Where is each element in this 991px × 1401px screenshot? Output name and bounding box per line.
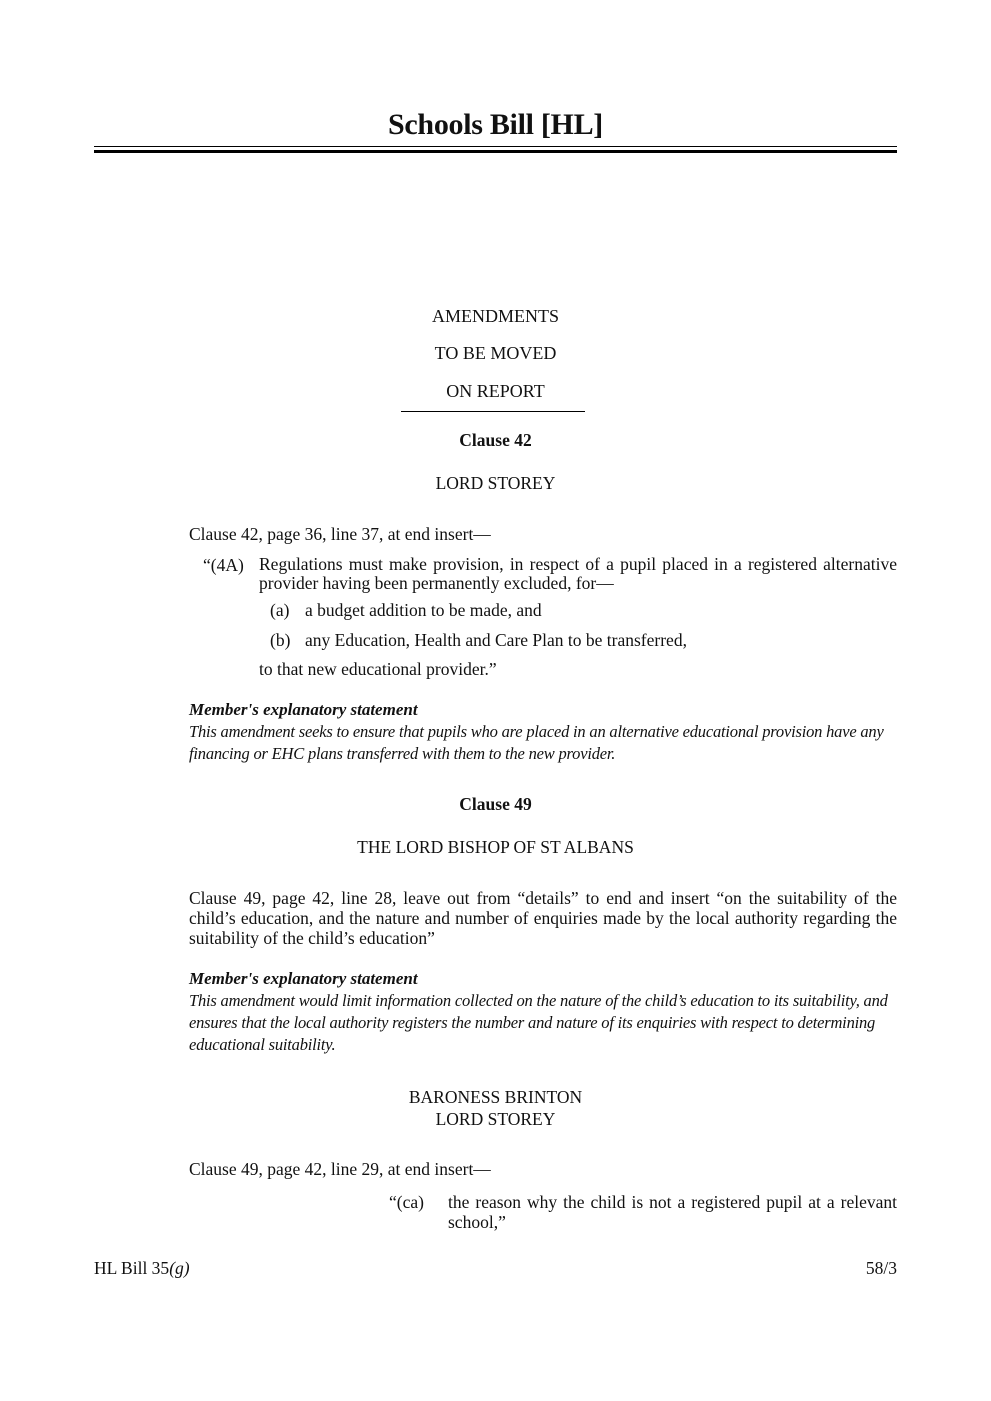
insert-closing: to that new educational provider.” [259, 659, 497, 679]
heading-rule [401, 411, 585, 412]
item-text-a: a budget addition to be made, and [305, 600, 542, 620]
title-rule-thin [94, 146, 897, 147]
mover-name: BARONESS BRINTON [408, 1087, 583, 1107]
clause-heading-49: Clause 49 [459, 794, 532, 814]
insert-label-4a: “(4A) [203, 555, 244, 575]
item-label-a: (a) [270, 600, 290, 620]
insert-text-ca: the reason why the child is not a registered pupil at a relevant school,” [448, 1192, 897, 1232]
mover-name: LORD STOREY [435, 1109, 556, 1129]
footer-page-reference: 58/3 [865, 1258, 897, 1278]
mover-name: THE LORD BISHOP OF ST ALBANS [357, 837, 634, 857]
bill-ref-suffix: (g) [169, 1258, 190, 1278]
footer-bill-reference [94, 1258, 190, 1278]
amendment-instruction: Clause 49, page 42, line 28, leave out from “details” to end and insert “on the suitability of the child’s education, and the nature and number of enquiries made by the local authority regarding the suitability of the child’s education” [189, 888, 897, 948]
insert-text-4a: Regulations must make provision, in respect of a pupil placed in a registered alternative provider having been permanently excluded, for— [259, 554, 897, 593]
clause-heading-42: Clause 42 [459, 430, 532, 450]
item-text-b: any Education, Health and Care Plan to be transferred, [305, 630, 687, 650]
explanatory-statement-heading: Member's explanatory statement [189, 700, 418, 719]
mover-name: LORD STOREY [435, 473, 556, 493]
explanatory-statement-text: This amendment would limit information collected on the nature of the child’s education to its suitability, and ensures that the local authority registers the number and nature of its enquiries with respect to determining educational suitability. [189, 991, 888, 1054]
heading-line-to-be-moved: TO BE MOVED [434, 343, 557, 363]
explanatory-statement-heading: Member's explanatory statement [189, 969, 418, 988]
bill-ref-number: HL Bill 35 [94, 1258, 170, 1278]
item-label-b: (b) [270, 630, 291, 650]
insert-label-ca: “(ca) [389, 1192, 424, 1212]
amendment-instruction: Clause 42, page 36, line 37, at end insert— [189, 524, 491, 544]
amendment-instruction: Clause 49, page 42, line 29, at end insert— [189, 1159, 491, 1179]
heading-line-amendments: AMENDMENTS [431, 306, 559, 326]
document-title: Schools Bill [HL] [388, 108, 603, 141]
explanatory-statement-text: This amendment seeks to ensure that pupils who are placed in an alternative educational provision have any financing or EHC plans transferred with them to the new provider. [189, 722, 884, 763]
heading-line-on-report: ON REPORT [446, 381, 545, 401]
title-rule-thick [94, 150, 897, 153]
